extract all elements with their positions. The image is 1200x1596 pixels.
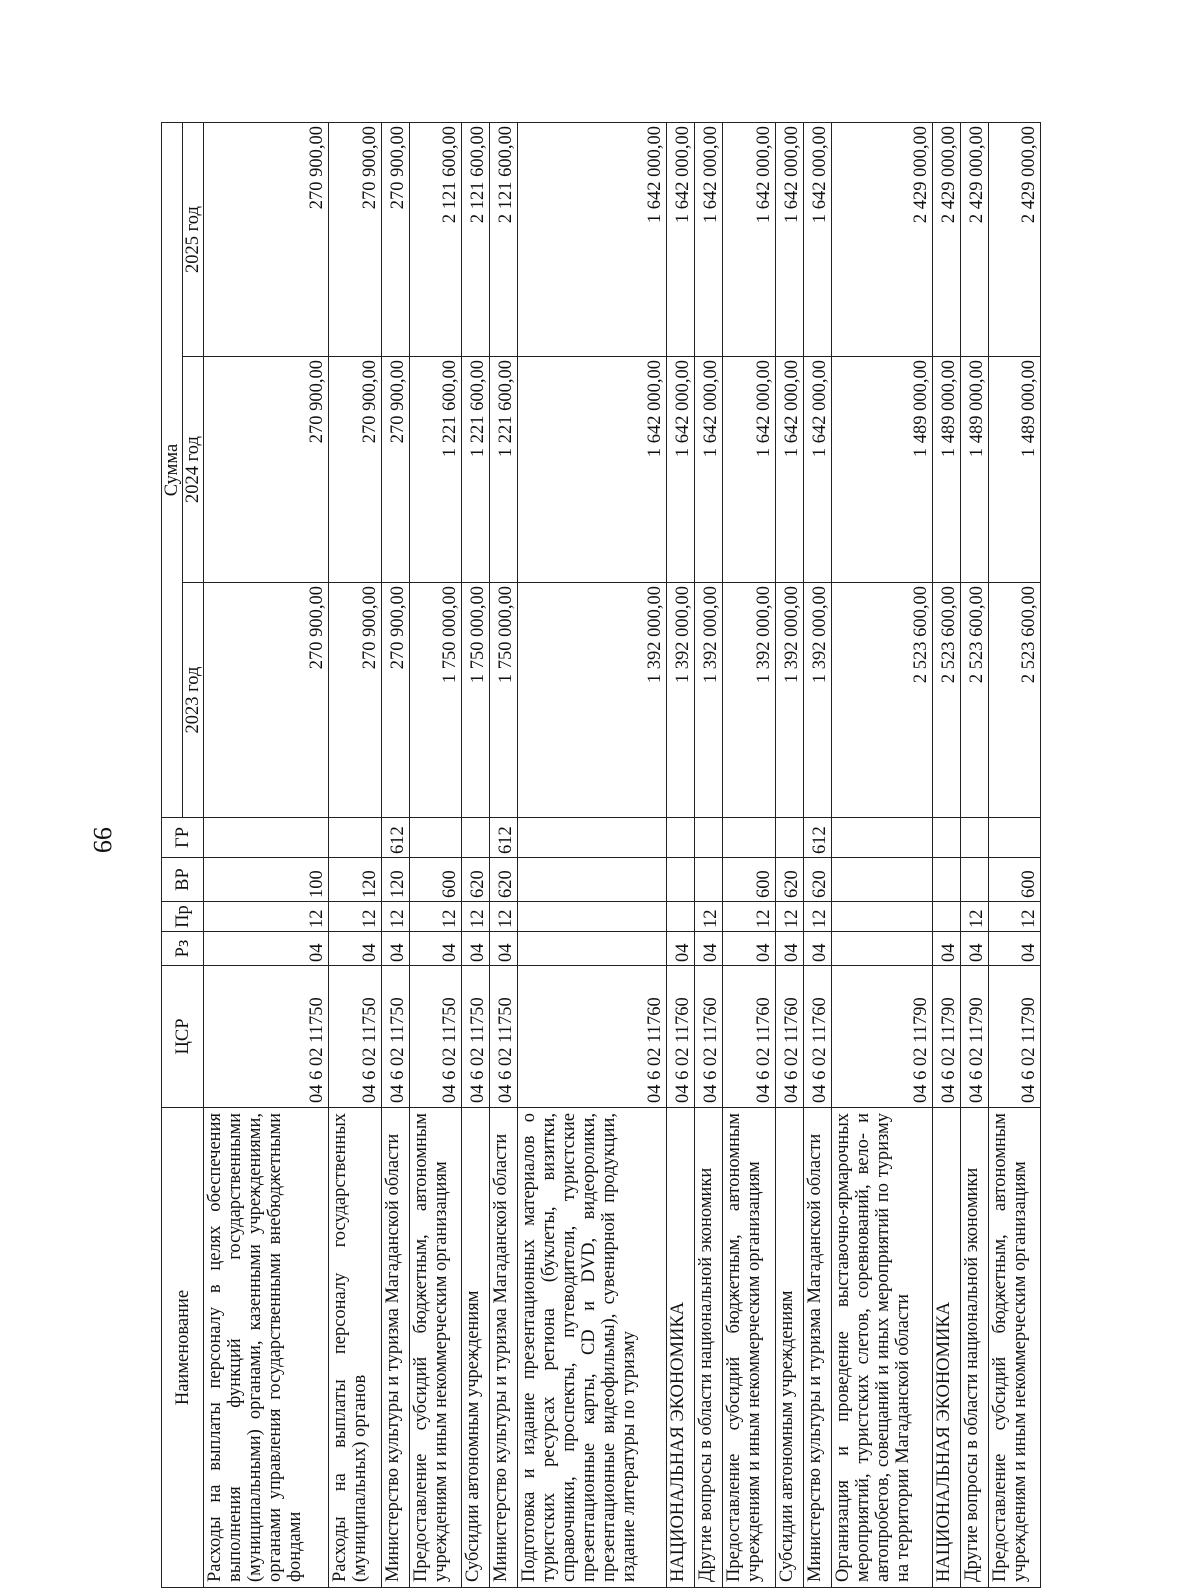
row-name: Предоставление субсидий бюджетным, автономным учреждениям и иным некоммерческим организациям (723, 1108, 775, 1588)
header-gr: ГР (162, 818, 204, 858)
row-sum-2024: 1 642 000,00 (775, 357, 803, 583)
budget-table-container (161, 123, 1041, 1588)
row-sum-2023: 270 900,00 (381, 583, 409, 818)
row-csr: 04 6 02 11750 (204, 966, 329, 1108)
row-csr: 04 6 02 11750 (461, 966, 489, 1108)
table-row (988, 123, 1040, 1588)
row-sum-2024: 1 642 000,00 (695, 357, 723, 583)
row-vr: 620 (803, 858, 831, 902)
row-gr (988, 818, 1040, 858)
table-row (667, 123, 695, 1588)
row-name: Министерство культуры и туризма Магаданской области (803, 1108, 831, 1588)
row-sum-2023: 1 392 000,00 (775, 583, 803, 818)
row-sum-2024: 1 221 600,00 (489, 357, 517, 583)
row-sum-2025: 1 642 000,00 (803, 123, 831, 357)
table-row (831, 123, 932, 1588)
table-row (803, 123, 831, 1588)
row-sum-2024: 270 900,00 (329, 357, 381, 583)
table-row (409, 123, 461, 1588)
row-sum-2025: 270 900,00 (329, 123, 381, 357)
row-gr: 612 (803, 818, 831, 858)
table-body (204, 123, 1041, 1588)
row-vr (667, 858, 695, 902)
row-sum-2025: 2 121 600,00 (489, 123, 517, 357)
row-csr: 04 6 02 11760 (723, 966, 775, 1108)
row-sum-2023: 2 523 600,00 (988, 583, 1040, 818)
row-name: Министерство культуры и туризма Магаданской области (381, 1108, 409, 1588)
row-sum-2023: 1 750 000,00 (461, 583, 489, 818)
table-row (960, 123, 988, 1588)
row-vr: 620 (775, 858, 803, 902)
row-name: Министерство культуры и туризма Магаданской области (489, 1108, 517, 1588)
row-sum-2023: 270 900,00 (204, 583, 329, 818)
row-rz: 04 (461, 932, 489, 966)
row-sum-2024: 1 642 000,00 (667, 357, 695, 583)
row-sum-2023: 1 750 000,00 (409, 583, 461, 818)
row-pr: 12 (803, 902, 831, 932)
row-rz: 04 (409, 932, 461, 966)
row-pr (932, 902, 960, 932)
row-sum-2024: 1 221 600,00 (409, 357, 461, 583)
row-pr: 12 (204, 902, 329, 932)
row-csr: 04 6 02 11760 (803, 966, 831, 1108)
row-rz: 04 (204, 932, 329, 966)
table-row (723, 123, 775, 1588)
row-pr: 12 (461, 902, 489, 932)
row-name: НАЦИОНАЛЬНАЯ ЭКОНОМИКА (667, 1108, 695, 1588)
row-csr: 04 6 02 11760 (695, 966, 723, 1108)
row-vr: 620 (461, 858, 489, 902)
row-vr: 120 (381, 858, 409, 902)
row-gr (461, 818, 489, 858)
header-year-2025: 2025 год (183, 123, 204, 357)
table-row (517, 123, 667, 1588)
row-sum-2023: 1 392 000,00 (723, 583, 775, 818)
row-sum-2023: 1 392 000,00 (695, 583, 723, 818)
row-pr: 12 (409, 902, 461, 932)
row-sum-2025: 2 429 000,00 (831, 123, 932, 357)
row-rz: 04 (803, 932, 831, 966)
row-sum-2024: 1 489 000,00 (988, 357, 1040, 583)
row-csr: 04 6 02 11750 (409, 966, 461, 1108)
row-csr: 04 6 02 11760 (517, 966, 667, 1108)
row-sum-2023: 1 750 000,00 (489, 583, 517, 818)
row-name: Расходы на выплаты персоналу государственных (муниципальных) органов (329, 1108, 381, 1588)
row-pr (667, 902, 695, 932)
row-sum-2024: 1 221 600,00 (461, 357, 489, 583)
row-rz: 04 (489, 932, 517, 966)
row-gr (960, 818, 988, 858)
row-pr: 12 (960, 902, 988, 932)
row-rz (517, 932, 667, 966)
row-gr (517, 818, 667, 858)
row-rz: 04 (695, 932, 723, 966)
row-sum-2025: 1 642 000,00 (667, 123, 695, 357)
row-sum-2025: 1 642 000,00 (695, 123, 723, 357)
header-rz: Рз (162, 932, 204, 966)
row-gr: 612 (489, 818, 517, 858)
row-sum-2025: 2 121 600,00 (461, 123, 489, 357)
row-gr (204, 818, 329, 858)
budget-table (161, 122, 1041, 1588)
row-vr (517, 858, 667, 902)
row-csr: 04 6 02 11790 (831, 966, 932, 1108)
row-sum-2025: 1 642 000,00 (517, 123, 667, 357)
header-csr: ЦСР (162, 966, 204, 1108)
row-vr (831, 858, 932, 902)
row-sum-2023: 2 523 600,00 (932, 583, 960, 818)
row-rz: 04 (960, 932, 988, 966)
row-csr: 04 6 02 11760 (775, 966, 803, 1108)
row-csr: 04 6 02 11790 (932, 966, 960, 1108)
header-vr: ВР (162, 858, 204, 902)
row-sum-2024: 1 489 000,00 (932, 357, 960, 583)
table-row (329, 123, 381, 1588)
row-vr: 600 (723, 858, 775, 902)
row-name: Предоставление субсидий бюджетным, автономным учреждениям и иным некоммерческим организациям (988, 1108, 1040, 1588)
row-vr: 600 (409, 858, 461, 902)
row-gr (775, 818, 803, 858)
row-vr: 100 (204, 858, 329, 902)
row-sum-2025: 270 900,00 (204, 123, 329, 357)
row-rz: 04 (381, 932, 409, 966)
row-sum-2023: 1 392 000,00 (667, 583, 695, 818)
row-name: Организация и проведение выставочно-ярмарочных мероприятий, туристских слетов, соревнований, вело- и автопробегов, совещаний и иных мероприятий по туризму на территории Магаданской области (831, 1108, 932, 1588)
row-gr (932, 818, 960, 858)
row-vr: 120 (329, 858, 381, 902)
row-pr: 12 (988, 902, 1040, 932)
row-pr: 12 (695, 902, 723, 932)
table-row (381, 123, 409, 1588)
row-gr (329, 818, 381, 858)
table-row (204, 123, 329, 1588)
row-pr: 12 (489, 902, 517, 932)
row-sum-2024: 1 489 000,00 (960, 357, 988, 583)
row-vr (960, 858, 988, 902)
row-rz: 04 (723, 932, 775, 966)
table-row (461, 123, 489, 1588)
row-sum-2025: 2 429 000,00 (932, 123, 960, 357)
header-name: Наименование (162, 1108, 204, 1588)
row-sum-2023: 1 392 000,00 (517, 583, 667, 818)
row-rz (831, 932, 932, 966)
row-pr: 12 (723, 902, 775, 932)
row-sum-2023: 2 523 600,00 (960, 583, 988, 818)
row-rz: 04 (329, 932, 381, 966)
header-sum: Сумма (162, 123, 183, 818)
row-sum-2025: 270 900,00 (381, 123, 409, 357)
row-csr: 04 6 02 11750 (489, 966, 517, 1108)
row-pr (517, 902, 667, 932)
row-name: Субсидии автономным учреждениям (775, 1108, 803, 1588)
table-row (489, 123, 517, 1588)
row-name: НАЦИОНАЛЬНАЯ ЭКОНОМИКА (932, 1108, 960, 1588)
row-sum-2025: 2 429 000,00 (988, 123, 1040, 357)
row-rz: 04 (932, 932, 960, 966)
row-gr (695, 818, 723, 858)
row-name: Другие вопросы в области национальной экономики (695, 1108, 723, 1588)
row-sum-2023: 1 392 000,00 (803, 583, 831, 818)
row-name: Предоставление субсидий бюджетным, автономным учреждениям и иным некоммерческим организациям (409, 1108, 461, 1588)
table-row (695, 123, 723, 1588)
row-gr (409, 818, 461, 858)
row-rz: 04 (667, 932, 695, 966)
row-rz: 04 (988, 932, 1040, 966)
row-vr (695, 858, 723, 902)
table-row (932, 123, 960, 1588)
row-pr: 12 (381, 902, 409, 932)
row-gr (831, 818, 932, 858)
page-number: 99 (88, 827, 117, 853)
row-csr: 04 6 02 11790 (988, 966, 1040, 1108)
row-sum-2025: 1 642 000,00 (775, 123, 803, 357)
row-csr: 04 6 02 11760 (667, 966, 695, 1108)
row-sum-2023: 270 900,00 (329, 583, 381, 818)
row-sum-2024: 1 642 000,00 (803, 357, 831, 583)
row-sum-2025: 2 429 000,00 (960, 123, 988, 357)
row-name: Субсидии автономным учреждениям (461, 1108, 489, 1588)
row-vr: 600 (988, 858, 1040, 902)
row-csr: 04 6 02 11750 (329, 966, 381, 1108)
row-gr: 612 (381, 818, 409, 858)
header-pr: Пр (162, 902, 204, 932)
row-gr (667, 818, 695, 858)
row-sum-2025: 2 121 600,00 (409, 123, 461, 357)
row-sum-2024: 1 642 000,00 (723, 357, 775, 583)
table-row (775, 123, 803, 1588)
row-name: Подготовка и издание презентационных материалов о туристских ресурсах региона (буклеты, визитки, справочники, проспекты, путеводители, туристские презентационные карты, CD и DVD, видеоролики, презентационные видеофильмы), сувенирной продукции, издание литературы по туризму (517, 1108, 667, 1588)
row-sum-2025: 1 642 000,00 (723, 123, 775, 357)
row-csr: 04 6 02 11790 (960, 966, 988, 1108)
row-vr: 620 (489, 858, 517, 902)
row-sum-2023: 2 523 600,00 (831, 583, 932, 818)
row-sum-2024: 270 900,00 (204, 357, 329, 583)
header-year-2024: 2024 год (183, 357, 204, 583)
row-name: Другие вопросы в области национальной экономики (960, 1108, 988, 1588)
row-csr: 04 6 02 11750 (381, 966, 409, 1108)
row-sum-2024: 1 642 000,00 (517, 357, 667, 583)
row-vr (932, 858, 960, 902)
row-rz: 04 (775, 932, 803, 966)
row-pr: 12 (329, 902, 381, 932)
row-sum-2024: 270 900,00 (381, 357, 409, 583)
row-gr (723, 818, 775, 858)
row-sum-2024: 1 489 000,00 (831, 357, 932, 583)
row-pr (831, 902, 932, 932)
row-pr: 12 (775, 902, 803, 932)
row-name: Расходы на выплаты персоналу в целях обеспечения выполнения функций государственными (муниципальными) органами, казенными учреждениями, органами управления государственными внебюджетными фондами (204, 1108, 329, 1588)
header-year-2023: 2023 год (183, 583, 204, 818)
